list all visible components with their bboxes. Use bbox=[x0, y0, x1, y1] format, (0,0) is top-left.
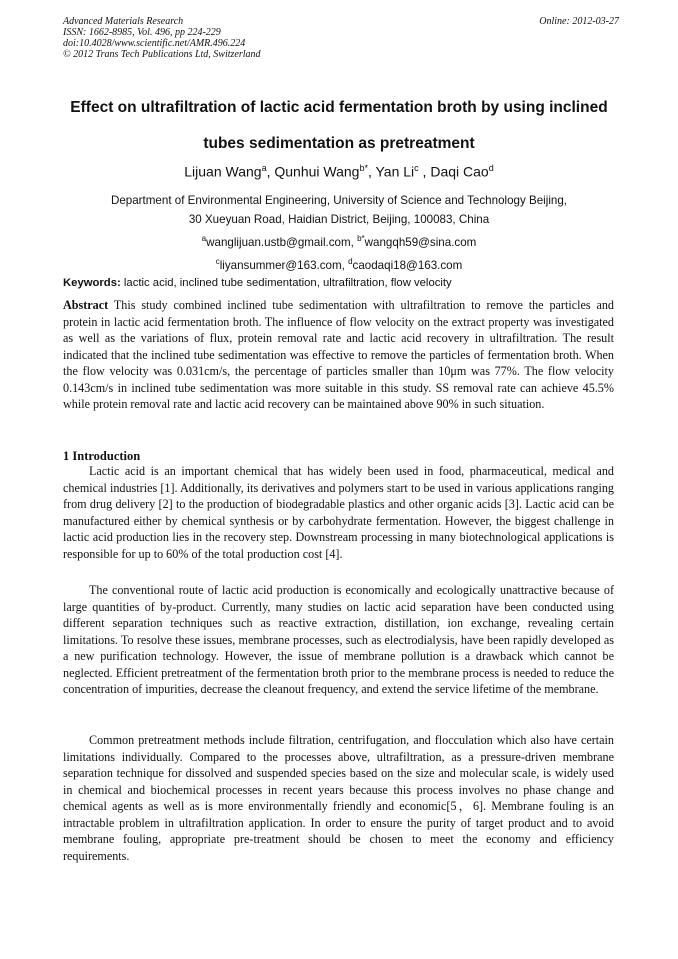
section-heading: 1 Introduction bbox=[63, 449, 141, 463]
affiliation-department: Department of Environmental Engineering, University of Science and Technology Beijing, bbox=[110, 194, 568, 207]
author-name: Yan Li bbox=[375, 163, 415, 180]
abstract-paragraph bbox=[63, 297, 614, 413]
intro-paragraph-2: The conventional route of lactic acid production is economically and ecologically unattractive because of large quantities of by-product. Currently, many studies on lactic acid separation have been conducted using different separation techniques such as reactive extraction, distillation, ion exchange, revealing certain limitations. To resolve these issues, membrane processes, such as electrodialysis, have been rapidly developed as a new purification technology. However, the issue of membrane pollution is a drawback which cannot be neglected. Efficient pretreatment of the fermentation broth prior to the membrane process is needed to reduce the concentration of impurities, decrease the cleanout frequency, and extend the service lifetime of the membrane. bbox=[63, 583, 614, 696]
email-address: liyansummer@163.com, bbox=[219, 258, 349, 272]
email-address: wangqh59@sina.com bbox=[364, 235, 477, 249]
author-name: Lijuan Wang bbox=[184, 163, 262, 180]
email-superscript: a bbox=[201, 234, 207, 243]
title-line-2: tubes sedimentation as pretreatment bbox=[203, 135, 475, 152]
email-line-1 bbox=[50, 229, 628, 252]
issn-line: ISSN: 1662-8985, Vol. 496, pp 224-229 bbox=[63, 27, 221, 38]
journal-name: Advanced Materials Research bbox=[63, 16, 184, 27]
email-superscript: b* bbox=[357, 234, 365, 243]
doi-line: doi:10.4028/www.scientific.net/AMR.496.224 bbox=[63, 38, 246, 49]
email-line-2 bbox=[50, 252, 628, 275]
affiliation-address: 30 Xueyuan Road, Haidian District, Beijing, 100083, China bbox=[188, 213, 490, 226]
email-address: wanglijuan.ustb@gmail.com, bbox=[206, 235, 358, 249]
email-address: caodaqi18@163.com bbox=[352, 258, 463, 272]
abstract-label: Abstract bbox=[63, 298, 109, 312]
online-date: Online: 2012-03-27 bbox=[539, 16, 619, 27]
author-name: Qunhui Wang bbox=[274, 163, 360, 180]
email-superscript: c bbox=[215, 256, 220, 266]
author-superscript: c bbox=[414, 163, 419, 173]
copyright-line: © 2012 Trans Tech Publications Ltd, Switzerland bbox=[63, 49, 261, 60]
keywords-label: Keywords: bbox=[63, 277, 121, 289]
paper-title bbox=[50, 90, 628, 162]
author-separator: , bbox=[418, 163, 431, 180]
intro-paragraph-1: Lactic acid is an important chemical that has widely been used in food, pharmaceutical, medical and chemical industries [1]. Additionally, its derivatives and polymers start to be used in various applications ranging from drug delivery [2] to the production of biodegradable plastics and other organic acids [3]. Lactic acid can be manufactured either by chemical synthesis or by carbohydrate fermentation. However, the biggest challenge in lactic acid production lies in the recovery step. Downstream processing in many biotechnological applications is responsible for up to 60% of the total production cost [4]. bbox=[63, 464, 614, 561]
journal-header bbox=[63, 16, 619, 60]
author-superscript: b* bbox=[359, 163, 368, 173]
author-superscript: a bbox=[261, 163, 267, 173]
abstract-text: This study combined inclined tube sedimentation with ultrafiltration to remove the particles and protein in lactic acid fermentation broth. The influence of flow velocity on the extract property was investigated as well as the variations of flux, protein removal rate and lactic acid recovery in ultrafiltration. The result indicated that the inclined tube sedimentation was effective to remove the particles of fermentation broth. When the flow velocity was 0.031cm/s, the percentage of particles smaller than 10μm was 77%. The flow velocity 0.143cm/s in inclined tube sedimentation was more suitable in this study. SS removal rate can achieve 45.5% while protein removal rate and lactic acid recovery can be maintained above 90% in such situation. bbox=[63, 298, 614, 411]
title-line-1: Effect on ultrafiltration of lactic acid fermentation broth by using inclined bbox=[70, 99, 608, 116]
keywords-line bbox=[63, 276, 619, 290]
author-name: Daqi Cao bbox=[430, 163, 489, 180]
author-separator: , bbox=[367, 163, 376, 180]
author-separator: , bbox=[266, 163, 275, 180]
author-list bbox=[50, 158, 628, 182]
author-superscript: d bbox=[488, 163, 494, 173]
affiliation-block bbox=[50, 191, 628, 275]
email-superscript: d bbox=[348, 256, 353, 266]
keywords-text: lactic acid, inclined tube sedimentation, ultrafiltration, flow velocity bbox=[120, 277, 452, 289]
intro-paragraph-3: Common pretreatment methods include filtration, centrifugation, and flocculation which also have certain limitations individually. Compared to the processes above, ultrafiltration, as a pressure-driven membrane separation technique for dissolved and suspended species based on the size and molecular scale, is widely used in chemical and biochemical processes in recent years because this process involves no phase change and chemical agents as well as is more environmentally friendly and economic[5，6]. Membrane fouling is an intractable problem in ultrafiltration application. In order to ensure the purity of target product and to avoid membrane fouling, appropriate pre-treatment should be chosen to meet the economy and efficiency requirements. bbox=[63, 733, 614, 863]
